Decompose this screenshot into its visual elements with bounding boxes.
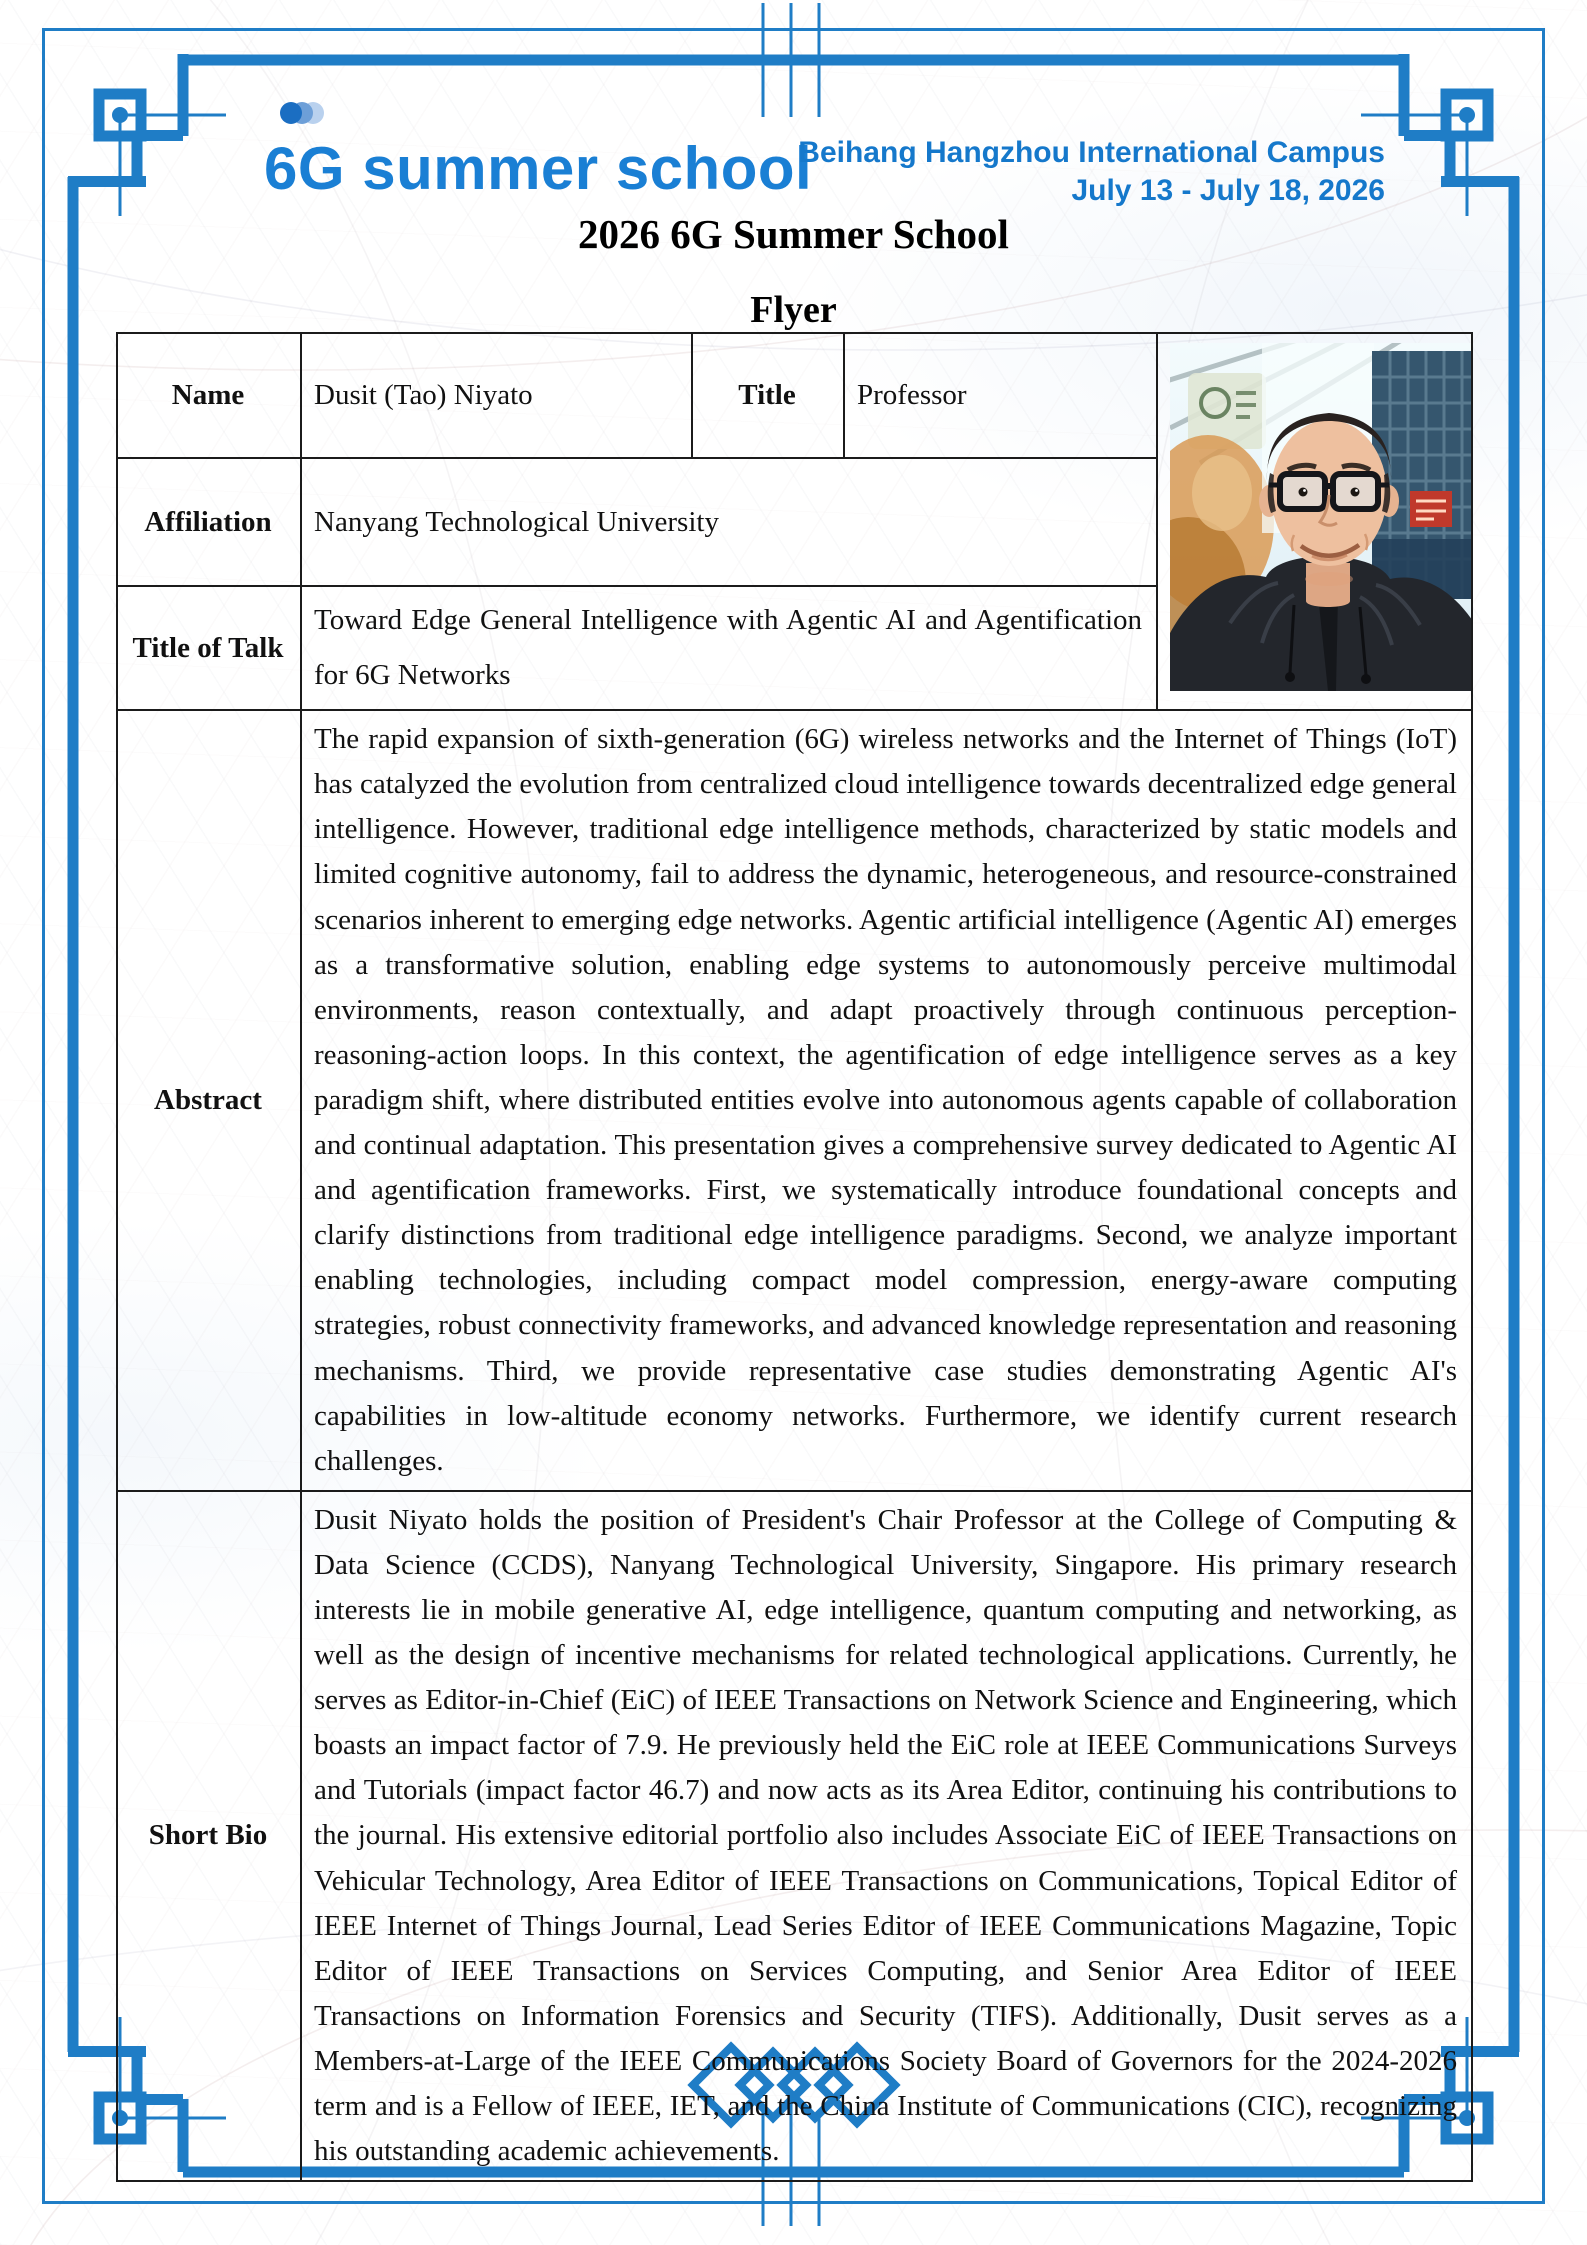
flyer-table [116,332,1473,2182]
page-title: 2026 6G Summer School [578,211,1009,257]
table-row [117,710,1472,1491]
affiliation-value-cell: Nanyang Technological University [301,458,1157,586]
page-subtitle: Flyer [750,289,837,331]
header-campus-info [798,134,1385,210]
abstract-label-cell: Abstract [117,710,301,1491]
talk-value-cell: Toward Edge General Intelligence with Agentic AI and Agentification for 6G Networks [301,586,1157,710]
dates-line: July 13 - July 18, 2026 [1071,174,1385,207]
name-value-cell: Dusit (Tao) Niyato [301,333,692,458]
name-label-cell: Name [117,333,301,458]
table-row [117,1491,1472,2181]
campus-line: Beihang Hangzhou International Campus [798,136,1385,169]
table-row [117,333,1472,458]
logo-6g-summer-school: 6G summer school [264,135,813,202]
title-value-cell: Professor [844,333,1157,458]
logo-dots-icon [279,100,349,126]
speaker-photo [1170,343,1457,701]
title-label-cell: Title [692,333,844,458]
speaker-portrait-illustration [1170,343,1472,691]
bio-label-cell: Short Bio [117,1491,301,2181]
talk-label-cell: Title of Talk [117,586,301,710]
bio-value-cell: Dusit Niyato holds the position of President's Chair Professor at the College of Computing & Data Science (CCDS), Nanyang Technological University, Singapore. His primary research interests lie in mobile generative AI, edge intelligence, quantum computing and networking, as well as the design of incentive mechanisms for related technological applications. Currently, he serves as Editor-in-Chief (EiC) of IEEE Transactions on Network Science and Engineering, which boasts an impact factor of 7.9. He previously held the EiC role at IEEE Communications Surveys and Tutorials (impact factor 46.7) and now acts as its Area Editor, continuing his contributions to the journal. His extensive editorial portfolio also includes Associate EiC of IEEE Transactions on Vehicular Technology, Area Editor of IEEE Transactions on Communications, Topical Editor of IEEE Internet of Things Journal, Lead Series Editor of IEEE Communications Magazine, Topic Editor of IEEE Transactions on Services Computing, and Senior Area Editor of IEEE Transactions on Information Forensics and Security (TIFS). Additionally, Dusit serves as a Members-at-Large of the IEEE Communications Society Board of Governors for the 2024-2026 term and is a Fellow of IEEE, IET, and the China Institute of Communications (CIC), recognizing his outstanding academic achievements. [301,1491,1472,2181]
speaker-photo-cell [1157,333,1472,710]
affiliation-label-cell: Affiliation [117,458,301,586]
abstract-value-cell: The rapid expansion of sixth-generation (6G) wireless networks and the Internet of Things (IoT) has catalyzed the evolution from centralized cloud intelligence towards decentralized edge general intelligence. However, traditional edge intelligence methods, characterized by static models and limited cognitive autonomy, fail to address the dynamic, heterogeneous, and resource-constrained scenarios inherent to emerging edge networks. Agentic artificial intelligence (Agentic AI) emerges as a transformative solution, enabling edge systems to autonomously perceive multimodal environments, reason contextually, and adapt proactively through continuous perception-reasoning-action loops. In this context, the agentification of edge intelligence serves as a key paradigm shift, where distributed entities evolve into autonomous agents capable of collaboration and continual adaptation. This presentation gives a comprehensive survey dedicated to Agentic AI and agentification frameworks. First, we systematically introduce foundational concepts and clarify distinctions from traditional edge intelligence paradigms. Second, we analyze important enabling technologies, including compact model compression, energy-aware computing strategies, robust connectivity frameworks, and advanced knowledge representation and reasoning mechanisms. Third, we provide representative case studies demonstrating Agentic AI's capabilities in low-altitude economy networks. Furthermore, we identify current research challenges. [301,710,1472,1491]
